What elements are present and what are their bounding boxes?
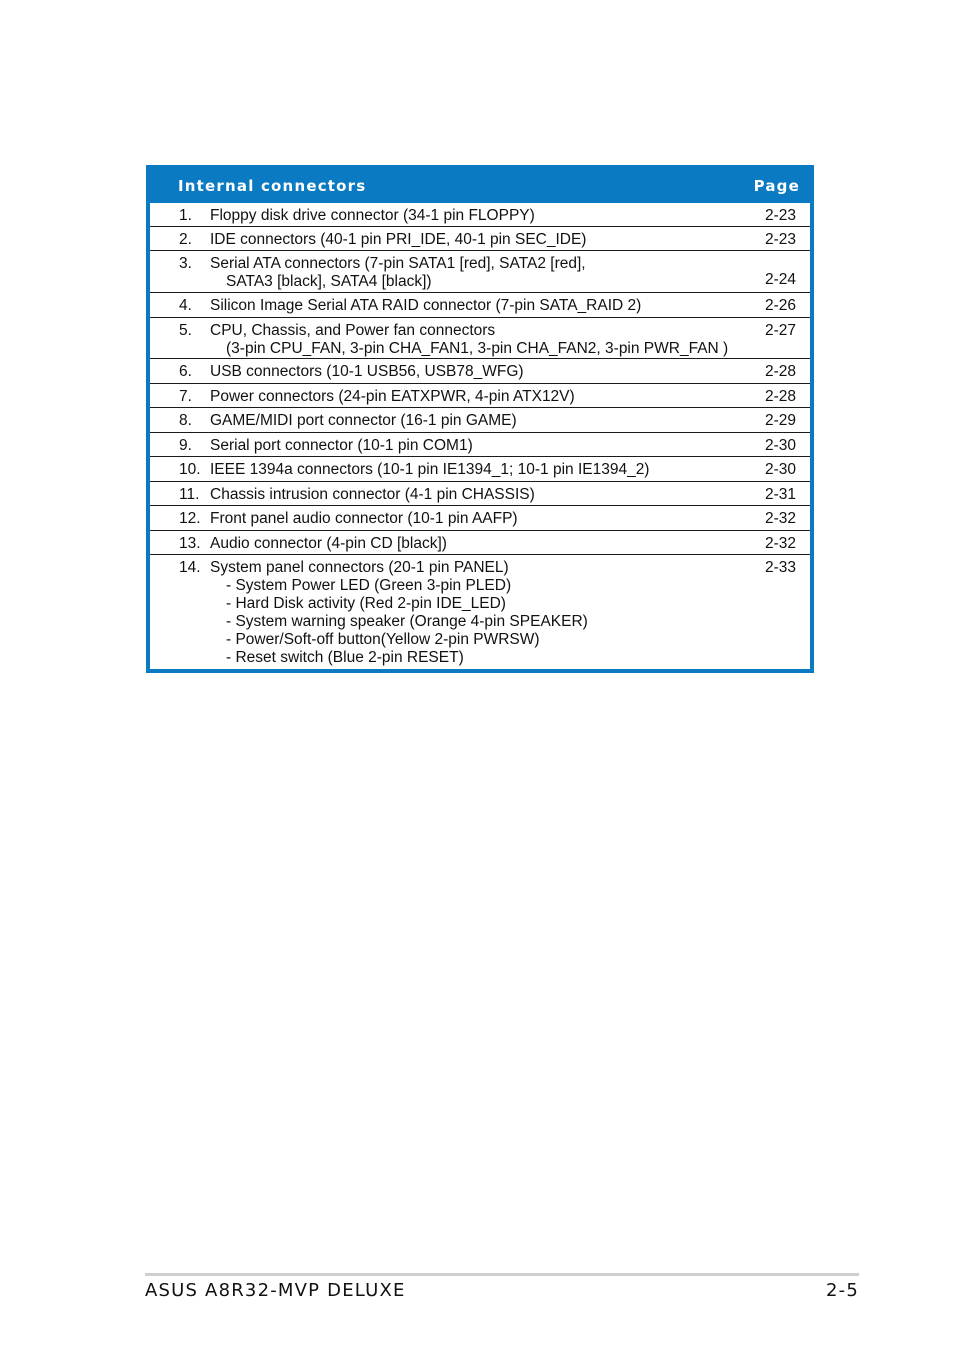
- row-text: Serial port connector (10-1 pin COM1): [210, 437, 473, 454]
- table-row: [150, 251, 810, 293]
- row-number: 14.: [179, 559, 201, 576]
- row-page: 2-28: [764, 388, 796, 405]
- row-number: 6.: [179, 363, 192, 380]
- row-number: 1.: [179, 207, 192, 224]
- row-page: 2-28: [764, 363, 796, 380]
- row-number: 13.: [179, 535, 201, 552]
- table-row: [150, 531, 810, 555]
- row-text: CPU, Chassis, and Power fan connectors: [210, 322, 496, 339]
- row-page: 2-33: [764, 559, 796, 576]
- row-page: 2-29: [764, 412, 796, 429]
- row-text: Power connectors (24-pin EATXPWR, 4-pin ATX12V): [210, 388, 575, 405]
- table-header: [150, 165, 810, 203]
- row-page: 2-32: [764, 510, 796, 527]
- row-text: Serial ATA connectors (7-pin SATA1 [red], SATA2 [red],: [210, 255, 586, 272]
- table-row: [150, 482, 810, 506]
- header-page: Page: [753, 177, 800, 195]
- table-row: [150, 227, 810, 251]
- row-number: 7.: [179, 388, 192, 405]
- row-number: 8.: [179, 412, 192, 429]
- table-row: [150, 203, 810, 227]
- row-text: Front panel audio connector (10-1 pin AAFP): [210, 510, 518, 527]
- row-text: Floppy disk drive connector (34-1 pin FLOPPY): [210, 207, 535, 224]
- table-row: [150, 433, 810, 457]
- sub-item: - System Power LED (Green 3-pin PLED): [226, 577, 512, 594]
- row-text: System panel connectors (20-1 pin PANEL): [210, 559, 509, 576]
- row-page: 2-30: [764, 437, 796, 454]
- row-page: 2-27: [764, 322, 796, 339]
- row-number: 12.: [179, 510, 201, 527]
- footer-divider: [145, 1273, 859, 1276]
- row-number: 3.: [179, 255, 192, 272]
- row-text-continued: (3-pin CPU_FAN, 3-pin CHA_FAN1, 3-pin CHA_FAN2, 3-pin PWR_FAN ): [226, 340, 729, 357]
- row-text: GAME/MIDI port connector (16-1 pin GAME): [210, 412, 517, 429]
- row-text: IDE connectors (40-1 pin PRI_IDE, 40-1 pin SEC_IDE): [210, 231, 587, 248]
- footer-product-name: ASUS A8R32-MVP DELUXE: [145, 1280, 406, 1301]
- table-row: [150, 359, 810, 384]
- sub-item: - Power/Soft-off button(Yellow 2-pin PWRSW): [226, 631, 540, 648]
- connectors-table: [146, 165, 814, 673]
- table-row: [150, 408, 810, 433]
- row-text: USB connectors (10-1 USB56, USB78_WFG): [210, 363, 524, 380]
- table-row: [150, 506, 810, 531]
- row-text: Chassis intrusion connector (4-1 pin CHASSIS): [210, 486, 535, 503]
- footer-page-number: 2-5: [826, 1280, 859, 1301]
- row-text: Audio connector (4-pin CD [black]): [210, 535, 447, 552]
- table-row: [150, 457, 810, 482]
- table-row: [150, 555, 810, 671]
- table-row: [150, 293, 810, 318]
- row-page: 2-31: [764, 486, 796, 503]
- row-number: 2.: [179, 231, 192, 248]
- row-number: 9.: [179, 437, 192, 454]
- sub-item: - Reset switch (Blue 2-pin RESET): [226, 649, 464, 666]
- sub-item: - Hard Disk activity (Red 2-pin IDE_LED): [226, 595, 506, 612]
- row-text-continued: SATA3 [black], SATA4 [black]): [226, 273, 432, 290]
- row-page: 2-30: [764, 461, 796, 478]
- row-page: 2-23: [764, 231, 796, 248]
- row-number: 4.: [179, 297, 192, 314]
- table-row: [150, 318, 810, 359]
- row-page: 2-26: [764, 297, 796, 314]
- row-number: 11.: [179, 486, 200, 503]
- row-page: 2-24: [764, 271, 796, 288]
- row-number: 10.: [179, 461, 201, 478]
- row-page: 2-32: [764, 535, 796, 552]
- row-text: IEEE 1394a connectors (10-1 pin IE1394_1; 10-1 pin IE1394_2): [210, 461, 650, 478]
- row-text: Silicon Image Serial ATA RAID connector (7-pin SATA_RAID 2): [210, 297, 642, 314]
- row-number: 5.: [179, 322, 192, 339]
- table-row: [150, 384, 810, 408]
- row-page: 2-23: [764, 207, 796, 224]
- sub-item: - System warning speaker (Orange 4-pin SPEAKER): [226, 613, 588, 630]
- header-title: Internal connectors: [178, 177, 367, 195]
